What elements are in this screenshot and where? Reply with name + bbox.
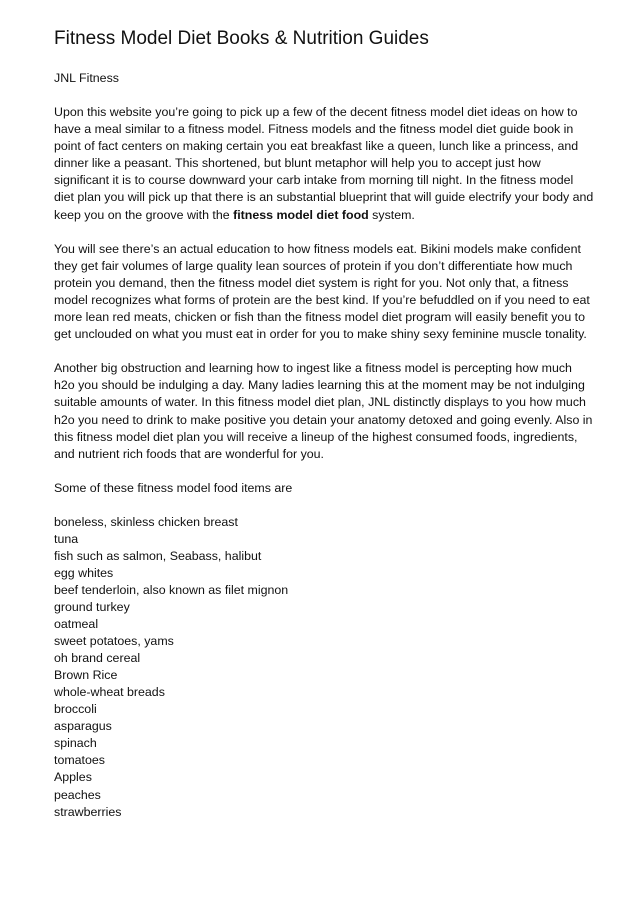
food-list-intro: Some of these fitness model food items are — [54, 480, 293, 495]
list-item: beef tenderloin, also known as filet mignon — [54, 582, 289, 597]
document-author: JNL Fitness — [54, 71, 119, 85]
list-item: ground turkey — [54, 600, 130, 615]
list-item: boneless, skinless chicken breast — [54, 514, 238, 529]
paragraph-water: Another big obstruction and learning how to ingest like a fitness model is percepting how much h2o you should be indulging a day. Many ladies learning this at the moment may be not indulging suitable amounts of water. In this fitness model diet plan, JNL distinctly displays to you how much h2o you need to drink to make positive you detain your anatomy detoxed and going evenly. Also in this fitness model diet plan you will receive a lineup of the highest consumed foods, ingredients, and nutrient rich foods that are wonderful for you. — [54, 361, 593, 461]
keyword-fitness-model-diet-food: fitness model diet food — [233, 207, 369, 222]
list-item: oh brand cereal — [54, 651, 141, 666]
list-item: broccoli — [54, 702, 97, 717]
food-list — [54, 514, 594, 821]
document-page — [54, 26, 594, 821]
list-item: Apples — [54, 770, 92, 785]
paragraph-protein: You will see there’s an actual education to how fitness models eat. Bikini models make confident they get fair volumes of large quality lean sources of protein if you don’t differentiate how much protein you demand, then the fitness model diet system is right for you. Not only that, a fitness model recognizes what forms of protein are the best kind. If you’re befuddled on if you need to eat more lean red meats, chicken or fish than the fitness model diet program will easily benefit you to get unclouded on what you must eat in order for you to make shiny sexy feminine muscle tonality. — [54, 241, 590, 342]
paragraph-intro — [54, 104, 594, 224]
list-item: peaches — [54, 787, 101, 802]
list-item: Brown Rice — [54, 668, 118, 683]
list-item: oatmeal — [54, 617, 99, 632]
list-item: strawberries — [54, 804, 122, 819]
list-item: tomatoes — [54, 753, 105, 768]
paragraph-intro-text: Upon this website you’re going to pick up a few of the decent fitness model diet ideas on how to have a meal similar to a fitness model. Fitness models and the fitness model diet guide book in point of fact centers on making certain you eat breakfast like a queen, lunch like a princess, and dinner like a peasant. This shortened, but blunt metaphor will help you to accept just how significant it is to course downward your carb intake from morning till night. In the fitness model diet plan you will pick up that there is an substantial blueprint that will guide electrify your body and keep you on the groove with the — [54, 105, 594, 222]
list-item: asparagus — [54, 719, 112, 734]
list-item: whole-wheat breads — [54, 685, 165, 700]
list-item: egg whites — [54, 565, 114, 580]
list-item: fish such as salmon, Seabass, halibut — [54, 548, 262, 563]
list-item: tuna — [54, 531, 79, 546]
list-item: sweet potatoes, yams — [54, 634, 174, 649]
document-title: Fitness Model Diet Books & Nutrition Guides — [54, 28, 429, 49]
paragraph-intro-end: system. — [368, 207, 415, 222]
list-item: spinach — [54, 736, 97, 751]
